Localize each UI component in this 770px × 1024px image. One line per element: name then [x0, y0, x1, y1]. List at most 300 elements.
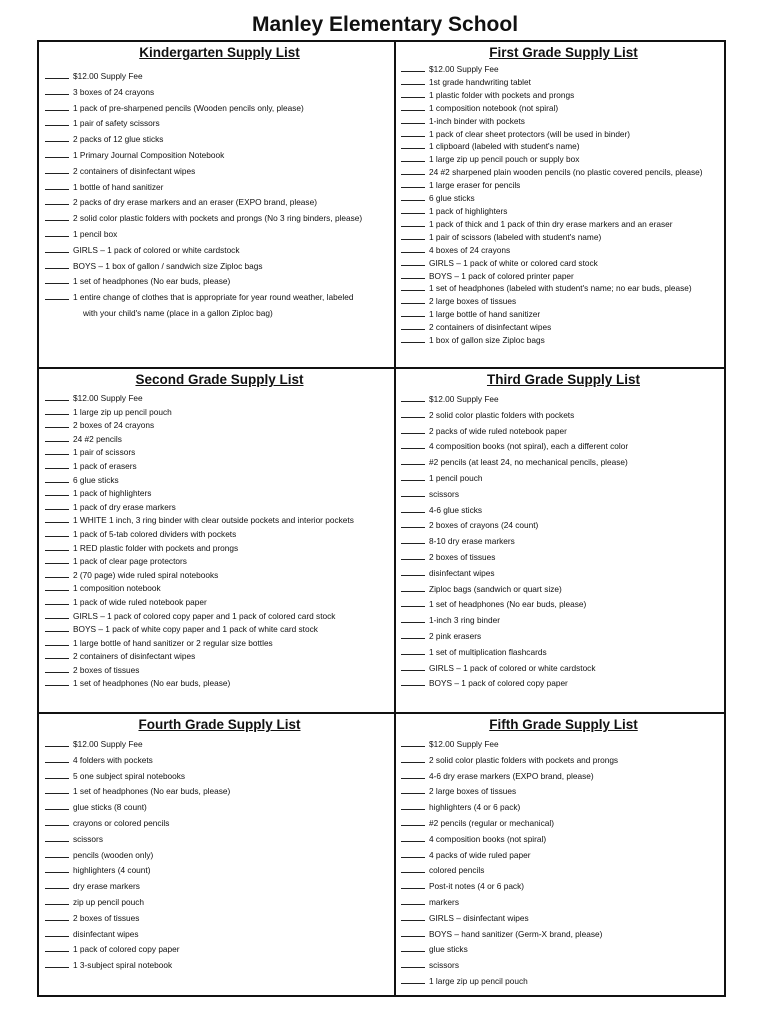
item-text: 2 solid color plastic folders with pockets and prongs — [429, 754, 619, 765]
supply-item — [45, 132, 394, 148]
supply-list-grid — [37, 40, 726, 997]
supply-item — [401, 911, 726, 927]
checkbox-line — [45, 582, 69, 591]
supply-item — [401, 784, 726, 800]
item-text: 2 boxes of crayons (24 count) — [429, 520, 539, 531]
checkbox-line — [401, 928, 425, 937]
item-text: 2 packs of 12 glue sticks — [73, 134, 164, 145]
checkbox-line — [45, 817, 69, 826]
item-text: 1 clipboard (labeled with student's name) — [429, 141, 580, 152]
checkbox-line — [401, 409, 425, 418]
item-text: BOYS – 1 pack of white copy paper and 1 pack of white card stock — [73, 624, 318, 635]
checkbox-line — [401, 115, 425, 124]
item-text: 1 box of gallon size Ziploc bags — [429, 335, 545, 346]
item-text: 1 pack of dry erase markers — [73, 501, 176, 512]
supply-item — [45, 69, 394, 85]
checkbox-line — [45, 833, 69, 842]
checkbox-line — [401, 662, 425, 671]
checkbox-line — [45, 637, 69, 646]
checkbox-line — [45, 928, 69, 937]
row-divider — [39, 367, 724, 369]
second-grade-supply-list — [39, 372, 394, 691]
supply-item — [401, 257, 726, 270]
item-text: 2 containers of disinfectant wipes — [429, 322, 552, 333]
supply-item — [401, 863, 726, 879]
checkbox-line — [45, 912, 69, 921]
checkbox-line — [401, 308, 425, 317]
item-text: colored pencils — [429, 865, 485, 876]
supply-item — [401, 205, 726, 218]
supply-item — [401, 140, 726, 153]
item-text: 2 (70 page) wide ruled spiral notebooks — [73, 569, 219, 580]
supply-item — [45, 433, 394, 447]
item-text: 2 packs of dry erase markers and an eraser (EXPO brand, please) — [73, 197, 317, 208]
supply-item — [45, 895, 394, 911]
checkbox-line — [45, 896, 69, 905]
item-text: pencils (wooden only) — [73, 849, 154, 860]
checkbox-line — [401, 244, 425, 253]
page-title: Manley Elementary School — [251, 13, 519, 36]
checkbox-line — [401, 912, 425, 921]
list-heading: Fourth Grade Supply List — [138, 717, 301, 732]
supply-items — [401, 737, 726, 990]
supply-item — [401, 769, 726, 785]
item-text: 1 pencil pouch — [429, 472, 483, 483]
item-text: 2 containers of disinfectant wipes — [73, 165, 196, 176]
supply-item — [401, 613, 726, 629]
checkbox-line — [45, 959, 69, 968]
checkbox-line — [45, 260, 69, 269]
item-text: GIRLS – 1 pack of white or colored card stock — [429, 257, 598, 268]
checkbox-line — [401, 488, 425, 497]
supply-item — [45, 863, 394, 879]
checkbox-line — [401, 535, 425, 544]
supply-item — [401, 153, 726, 166]
supply-item — [401, 942, 726, 958]
supply-item — [45, 542, 394, 556]
checkbox-line — [45, 86, 69, 95]
item-text: 1 pack of 5-tab colored dividers with pockets — [73, 528, 237, 539]
checkbox-line — [45, 291, 69, 300]
supply-item — [45, 942, 394, 958]
supply-item — [401, 439, 726, 455]
list-heading: Third Grade Supply List — [486, 372, 640, 387]
item-text: $12.00 Supply Fee — [429, 394, 499, 404]
item-text: highlighters (4 or 6 pack) — [429, 802, 521, 813]
item-text: 1 set of headphones (No ear buds, please) — [73, 276, 231, 287]
supply-item — [401, 102, 726, 115]
checkbox-line — [401, 943, 425, 952]
checkbox-line — [45, 433, 69, 442]
checkbox-line — [45, 133, 69, 142]
item-text: dry erase markers — [73, 881, 140, 892]
checkbox-line — [401, 833, 425, 842]
supply-item — [401, 848, 726, 864]
checkbox-line — [401, 179, 425, 188]
supply-item — [45, 164, 394, 180]
checkbox-line — [45, 650, 69, 659]
supply-item — [45, 514, 394, 528]
checkbox-line — [45, 770, 69, 779]
supply-item — [45, 623, 394, 637]
supply-item — [45, 290, 394, 306]
checkbox-line — [401, 393, 425, 402]
supply-item — [45, 596, 394, 610]
fourth-grade-supply-list — [39, 717, 394, 974]
list-heading: Kindergarten Supply List — [139, 45, 300, 60]
item-text: 1 set of headphones (No ear buds, please) — [73, 786, 231, 797]
item-text: scissors — [73, 833, 103, 844]
item-text: GIRLS – 1 pack of colored or white cardstock — [73, 244, 240, 255]
item-text: $12.00 Supply Fee — [429, 739, 499, 749]
checkbox-line — [401, 425, 425, 434]
supply-item — [45, 243, 394, 259]
checkbox-line — [401, 166, 425, 175]
checkbox-line — [401, 321, 425, 330]
checkbox-line — [45, 528, 69, 537]
checkbox-line — [45, 542, 69, 551]
checkbox-line — [45, 196, 69, 205]
item-text: 4 boxes of 24 crayons — [429, 244, 511, 255]
supply-item — [45, 274, 394, 290]
supply-item — [401, 661, 726, 677]
supply-item — [401, 753, 726, 769]
supply-item — [45, 227, 394, 243]
item-text: 1 entire change of clothes that is appropriate for year round weather, labeled — [73, 292, 354, 303]
item-text: 2 boxes of tissues — [73, 912, 140, 923]
checkbox-line — [401, 849, 425, 858]
supply-item — [401, 244, 726, 257]
supply-item — [45, 582, 394, 596]
checkbox-line — [401, 102, 425, 111]
item-text: 6 glue sticks — [73, 474, 119, 485]
supply-item — [45, 610, 394, 624]
item-text: glue sticks — [429, 944, 468, 955]
item-text: disinfectant wipes — [73, 928, 139, 939]
item-text: BOYS – 1 pack of colored printer paper — [429, 270, 574, 281]
checkbox-line — [45, 102, 69, 111]
supply-item — [45, 555, 394, 569]
supply-item — [401, 334, 726, 347]
supply-item — [401, 295, 726, 308]
checkbox-line — [401, 472, 425, 481]
item-text: 2 boxes of tissues — [429, 551, 496, 562]
item-text: GIRLS – 1 pack of colored copy paper and 1 pack of colored card stock — [73, 610, 336, 621]
item-text: 2 containers of disinfectant wipes — [73, 651, 196, 662]
supply-item — [401, 879, 726, 895]
checkbox-line — [45, 181, 69, 190]
supply-items — [401, 63, 726, 347]
item-text: BOYS – hand sanitizer (Germ-X brand, please) — [429, 928, 603, 939]
checkbox-line — [401, 677, 425, 686]
checkbox-line — [45, 677, 69, 686]
item-text: zip up pencil pouch — [73, 896, 145, 907]
checkbox-line — [401, 880, 425, 889]
item-text: 2 large boxes of tissues — [429, 296, 517, 307]
checkbox-line — [45, 754, 69, 763]
supply-items — [401, 392, 726, 692]
supply-item — [45, 650, 394, 664]
supply-item — [45, 180, 394, 196]
item-text: 1 composition notebook (not spiral) — [429, 102, 559, 113]
item-text: 1 bottle of hand sanitizer — [73, 181, 164, 192]
item-text: 1 set of headphones (No ear buds, please) — [429, 599, 587, 610]
item-text: 1 large zip up pencil pouch or supply box — [429, 154, 580, 165]
first-grade-supply-list — [396, 45, 726, 347]
item-text: 1 pack of wide ruled notebook paper — [73, 596, 207, 607]
checkbox-line — [45, 514, 69, 523]
item-text: 2 boxes of 24 crayons — [73, 420, 155, 431]
supply-item — [401, 455, 726, 471]
item-text: 4 composition books (not spiral), each a different color — [429, 441, 629, 452]
checkbox-line — [45, 849, 69, 858]
checkbox-line — [401, 295, 425, 304]
item-text: 1 large zip up pencil pouch — [73, 406, 172, 417]
checkbox-line — [401, 896, 425, 905]
checkbox-line — [45, 738, 69, 747]
supply-items — [45, 392, 394, 691]
item-text: disinfectant wipes — [429, 567, 495, 578]
checkbox-line — [45, 943, 69, 952]
item-text: scissors — [429, 488, 459, 499]
item-text: Post-it notes (4 or 6 pack) — [429, 881, 524, 892]
supply-item — [45, 528, 394, 542]
item-text: 4 composition books (not spiral) — [429, 833, 547, 844]
supply-item — [401, 270, 726, 283]
supply-item — [401, 958, 726, 974]
supply-item — [401, 115, 726, 128]
supply-item — [401, 128, 726, 141]
checkbox-line — [45, 501, 69, 510]
checkbox-line — [45, 664, 69, 673]
item-text: 1 pack of highlighters — [73, 488, 152, 499]
item-text: 1 pack of colored copy paper — [73, 944, 180, 955]
item-text: 1 pair of scissors — [73, 447, 136, 458]
checkbox-line — [45, 244, 69, 253]
supply-item — [45, 832, 394, 848]
supply-item — [45, 848, 394, 864]
supply-item — [45, 85, 394, 101]
checkbox-line — [45, 474, 69, 483]
supply-item — [401, 89, 726, 102]
supply-item — [45, 677, 394, 691]
item-text: 1 pack of clear page protectors — [73, 556, 187, 567]
checkbox-line — [45, 446, 69, 455]
item-text: 1 pack of clear sheet protectors (will be used in binder) — [429, 128, 631, 139]
supply-item — [45, 392, 394, 406]
checkbox-line — [45, 610, 69, 619]
item-text: 4-6 dry erase markers (EXPO brand, please) — [429, 770, 594, 781]
item-text: 2 solid color plastic folders with pockets and prongs (No 3 ring binders, please) — [73, 213, 363, 224]
supply-item — [401, 800, 726, 816]
supply-item — [45, 419, 394, 433]
checkbox-line — [45, 117, 69, 126]
item-text: BOYS – 1 box of gallon / sandwich size Ziploc bags — [73, 260, 263, 271]
item-text: 1 pack of pre-sharpened pencils (Wooden pencils only, please) — [73, 102, 304, 113]
checkbox-line — [45, 70, 69, 79]
supply-item — [401, 76, 726, 89]
item-text: $12.00 Supply Fee — [73, 393, 143, 403]
third-grade-supply-list — [396, 372, 726, 692]
supply-item — [45, 474, 394, 488]
item-text: 1 large eraser for pencils — [429, 180, 521, 191]
checkbox-line — [401, 614, 425, 623]
supply-item — [45, 460, 394, 474]
item-text: 1 pair of scissors (labeled with student's name) — [429, 231, 602, 242]
supply-item — [401, 974, 726, 990]
supply-item — [45, 637, 394, 651]
item-text: 4 packs of wide ruled paper — [429, 849, 531, 860]
checkbox-line — [401, 801, 425, 810]
list-heading: First Grade Supply List — [489, 45, 638, 60]
checkbox-line — [45, 228, 69, 237]
list-heading: Fifth Grade Supply List — [489, 717, 638, 732]
checkbox-line — [45, 623, 69, 632]
checkbox-line — [401, 646, 425, 655]
checkbox-line — [45, 275, 69, 284]
item-text: $12.00 Supply Fee — [73, 739, 143, 749]
supply-item — [45, 501, 394, 515]
checkbox-line — [401, 440, 425, 449]
item-text: 8-10 dry erase markers — [429, 536, 515, 547]
checkbox-line — [45, 785, 69, 794]
supply-items — [45, 69, 394, 322]
checkbox-line — [401, 583, 425, 592]
supply-item — [401, 737, 726, 753]
item-text: 1 pair of safety scissors — [73, 118, 160, 129]
supply-item — [45, 259, 394, 275]
supply-item — [401, 597, 726, 613]
checkbox-line — [45, 487, 69, 496]
supply-item — [45, 911, 394, 927]
supply-item — [45, 446, 394, 460]
supply-item — [401, 895, 726, 911]
supply-item — [45, 116, 394, 132]
supply-item — [401, 832, 726, 848]
item-text: 2 large boxes of tissues — [429, 786, 517, 797]
item-text: 24 #2 sharpened plain wooden pencils (no plastic covered pencils, please) — [429, 167, 703, 178]
checkbox-line — [401, 218, 425, 227]
supply-item — [45, 148, 394, 164]
item-text: 2 solid color plastic folders with pockets — [429, 409, 575, 420]
checkbox-line — [401, 192, 425, 201]
item-text: 24 #2 pencils — [73, 433, 122, 444]
checkbox-line — [401, 785, 425, 794]
supply-item — [45, 195, 394, 211]
item-text: #2 pencils (at least 24, no mechanical pencils, please) — [429, 457, 628, 468]
supply-item — [401, 518, 726, 534]
item-text: 6 glue sticks — [429, 193, 475, 204]
supply-item — [401, 192, 726, 205]
item-text: 2 boxes of tissues — [73, 664, 140, 675]
item-text: 1-inch 3 ring binder — [429, 615, 501, 626]
checkbox-line — [401, 76, 425, 85]
item-text: 1 large bottle of hand sanitizer or 2 regular size bottles — [73, 637, 273, 648]
checkbox-line — [401, 630, 425, 639]
supply-item — [401, 392, 726, 408]
item-text: 5 one subject spiral notebooks — [73, 770, 186, 781]
item-text: scissors — [429, 960, 459, 971]
item-text: 2 packs of wide ruled notebook paper — [429, 425, 567, 436]
supply-item — [45, 769, 394, 785]
fifth-grade-supply-list — [396, 717, 726, 990]
checkbox-line — [401, 864, 425, 873]
supply-item — [401, 63, 726, 76]
item-text: #2 pencils (regular or mechanical) — [429, 817, 554, 828]
supply-item — [401, 503, 726, 519]
item-text: 3 boxes of 24 crayons — [73, 86, 155, 97]
checkbox-line — [401, 334, 425, 343]
supply-item — [401, 676, 726, 692]
supply-item — [401, 471, 726, 487]
supply-item — [45, 737, 394, 753]
item-text: 1 Primary Journal Composition Notebook — [73, 149, 225, 160]
checkbox-line — [401, 959, 425, 968]
supply-item — [45, 211, 394, 227]
checkbox-line — [401, 257, 425, 266]
checkbox-line — [45, 212, 69, 221]
supply-item — [45, 800, 394, 816]
item-text: 4-6 glue sticks — [429, 504, 483, 515]
checkbox-line — [401, 504, 425, 513]
checkbox-line — [45, 596, 69, 605]
supply-item — [45, 816, 394, 832]
checkbox-line — [401, 231, 425, 240]
checkbox-line — [401, 567, 425, 576]
item-text: 1 composition notebook — [73, 583, 161, 594]
supply-item — [45, 927, 394, 943]
item-text: 1 large zip up pencil pouch — [429, 975, 528, 986]
item-text: GIRLS – 1 pack of colored or white cardstock — [429, 662, 596, 673]
item-text: 1st grade handwriting tablet — [429, 76, 531, 87]
supply-item — [45, 406, 394, 420]
supply-item — [401, 408, 726, 424]
checkbox-line — [401, 738, 425, 747]
supply-item — [401, 218, 726, 231]
checkbox-line — [45, 419, 69, 428]
item-text: 1 set of headphones (No ear buds, please) — [73, 678, 231, 689]
supply-item — [401, 487, 726, 503]
item-text: 1 pack of erasers — [73, 460, 137, 471]
item-text: $12.00 Supply Fee — [429, 64, 499, 74]
supply-item — [45, 569, 394, 583]
item-text: 4 folders with pockets — [73, 754, 153, 765]
item-text: 1 pack of thick and 1 pack of thin dry erase markers and an eraser — [429, 218, 673, 229]
checkbox-line — [45, 555, 69, 564]
checkbox-line — [45, 460, 69, 469]
checkbox-line — [401, 128, 425, 137]
checkbox-line — [401, 282, 425, 291]
item-text: glue sticks (8 count) — [73, 802, 147, 813]
item-text: BOYS – 1 pack of colored copy paper — [429, 678, 568, 689]
item-text: 1 3-subject spiral notebook — [73, 960, 173, 971]
item-text: 1 pencil box — [73, 228, 118, 239]
item-text: markers — [429, 896, 459, 907]
checkbox-line — [45, 406, 69, 415]
row-divider — [39, 712, 724, 714]
supply-item — [45, 879, 394, 895]
item-text: Ziploc bags (sandwich or quart size) — [429, 583, 562, 594]
item-text: 1 WHITE 1 inch, 3 ring binder with clear outside pockets and interior pockets — [73, 515, 354, 526]
supply-item — [45, 784, 394, 800]
item-text: 1 RED plastic folder with pockets and prongs — [73, 542, 239, 553]
checkbox-line — [401, 205, 425, 214]
item-text: 1 set of multiplication flashcards — [429, 646, 547, 657]
item-text: 1 large bottle of hand sanitizer — [429, 309, 541, 320]
supply-item — [401, 282, 726, 295]
supply-item — [45, 101, 394, 117]
item-text: $12.00 Supply Fee — [73, 71, 143, 81]
